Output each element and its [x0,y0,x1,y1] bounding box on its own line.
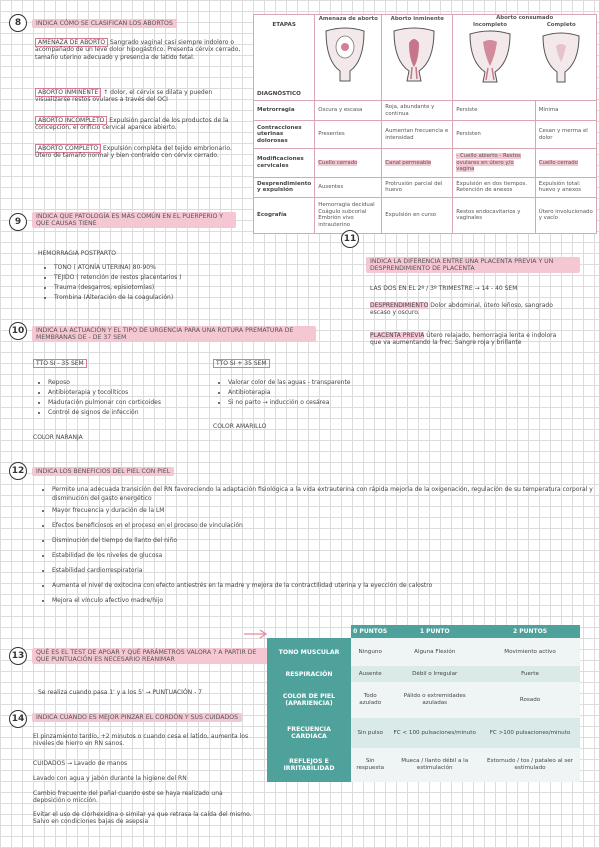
section-14-title: INDICA CUANDO ES MEJOR PINZAR EL CORDÓN Y SUS CUIDADOS [32,713,242,722]
apgar-cell: Estornudo / tos / pataleo al ser estimulado [480,748,580,782]
list-item: • Mayor frecuencia y duración de la LM [52,506,597,516]
cell-highlight: Cuello cerrado [318,159,358,166]
apgar-cell: Todo azulado [351,682,389,718]
header-completo-label: Completo [546,21,576,28]
cell: Restos endocavitarios y vaginales [453,197,536,233]
abortion-type-1-text: Sangrado vaginal casi siempre indoloro o acompañado de un leve dolor hipogástrico. Presenta cérvix cerrado, tamaño uterino adecuado y presencia de latido fetal. [35,39,241,61]
list-item: • Antibioterapia y tocolíticos [48,388,218,398]
section-number-9: 9 [9,213,27,231]
apgar-cell: Débil o Irregular [389,666,480,682]
cell-highlight: - Cuello abierto - Restos ovulares en útero y/o vagina [456,153,521,173]
section-12-list [40,486,597,606]
section-10-a-list [36,378,218,418]
abortion-type-3-text: Expulsión parcial de los productos de la concepción, el orificio cervical aparece abierto. [35,117,229,132]
section-9-subtitle: HEMORRAGIA POSTPARTO [38,250,116,257]
uterus-imminent-icon [385,23,443,83]
apgar-cell: Alguna Flexión [389,638,480,666]
cell: Protrusión parcial del huevo [382,177,453,197]
cell: Oscura y escasa [315,101,382,121]
apgar-row-reflejos: REFLEJOS E IRRITABILIDAD [267,748,351,782]
cell: Expulsión total: huevo y anexos [535,177,596,197]
abortion-type-4 [35,145,243,160]
list-item: • TONO ( ATONÍA UTERINA) 80-90% [54,263,284,273]
list-item: • Reposo [48,378,218,388]
desprendimiento-text: Dolor abdominal, útero leñoso, sangrado escaso y oscuro. [370,302,553,317]
apgar-col-0: 0 PUNTOS [351,625,389,638]
cell: Hemorragia decidual Coágulo subcorial Embrión vivo intrauterino [315,197,382,233]
section-number-10: 10 [9,322,27,340]
cell: Presentes [315,121,382,149]
cell: Expulsión en curso [382,197,453,233]
list-item: • Control de signos de infección [48,408,218,418]
row-label-metrorragia: Metrorragia [254,101,315,121]
cell: Mínima [535,101,596,121]
section-10-a-head [33,360,87,367]
section-14-p4: Cambio frecuente del pañal cuando este se haya realizado una deposición o micción. [33,790,223,805]
cell [382,149,453,177]
cell: Persiste [453,101,536,121]
section-number-8: 8 [9,14,27,32]
apgar-col-1: 1 PUNTO [389,625,480,638]
placenta-previa-label: PLACENTA PREVIA [370,332,425,339]
apgar-table [267,625,580,782]
section-14-p1: El pinzamiento tardío, +2 minutos o cuando cesa el latido, aumenta los niveles de hierro en RN sanos. [33,733,249,748]
apgar-cell: FC < 100 pulsaciones/minuto [389,718,480,748]
list-item: • TEJIDO ( retención de restos placentarios ) [54,273,284,283]
list-item: • Trauma (desgarros, episiotomías) [54,283,284,293]
uterus-threatened-icon [318,23,372,83]
apgar-row-respiracion: RESPIRACIÓN [267,666,351,682]
section-10-b-color: COLOR AMARILLO [213,423,267,430]
header-consumado [453,15,597,101]
abortion-type-1 [35,39,243,61]
header-incompleto [461,22,519,85]
header-inminente-label: Aborto inminente [390,16,444,22]
header-amenaza-label: Amenaza de aborto [318,16,378,22]
row-label-desprendimiento: Desprendimiento y expulsión [254,177,315,197]
list-item: • Antibioterapia [228,388,428,398]
cell [535,149,596,177]
apgar-cell: Ausente [351,666,389,682]
tto-minus-35-label: TTO SI - 35 SEM [33,359,87,368]
list-item: • Permite una adecuada transición del RN favoreciendo la adaptación fisiológica a la vida extrauterina con rápida mejoría de la oxigenación, regulación de su temperatura corporal y disminución del gasto energético [52,486,597,503]
section-number-11: 11 [341,230,359,248]
abortion-type-4-label: ABORTO COMPLETO [35,144,101,153]
cell [315,149,382,177]
abortion-type-3-label: ABORTO INCOMPLETO [35,116,107,125]
section-9-list [42,263,284,303]
section-11-line-1: LAS DOS EN EL 2º / 3º TRIMESTRE → 14 - 40 SEM [370,285,518,292]
apgar-cell: Sin pulso [351,718,389,748]
abortion-stages-table [253,14,597,234]
header-etapas: ETAPAS [272,22,296,28]
placenta-previa-text: Útero relajado, hemorragia lenta e indolora que va aumentando la frec. Sangre roja y brillante [370,332,557,347]
apgar-cell: Rosado [480,682,580,718]
abortion-type-2 [35,89,243,104]
table-corner [254,15,315,101]
list-item: • Trombina (Alteración de la coagulación) [54,293,284,303]
abortion-type-3 [35,117,243,132]
abortion-stages-table-wrap [253,14,597,234]
apgar-col-2: 2 PUNTOS [480,625,580,638]
section-9-title: INDICA QUE PATOLOGÍA ES MÁS COMÚN EN EL PUERPERIO Y QUE CAUSAS TIENE [32,212,236,228]
cell: Expulsión en dos tiempos. Retención de anexos [453,177,536,197]
uterus-complete-icon [534,28,588,84]
cell: Ausentes [315,177,382,197]
cell: Persisten [453,121,536,149]
section-number-12: 12 [9,462,27,480]
header-incompleto-label: Incompleto [472,21,507,28]
apgar-cell: Pálido o extremidades azuladas [389,682,480,718]
list-item: • Disminución del tiempo de llanto del niño [52,536,597,546]
arrow-right-icon [243,628,269,640]
section-14-p2: CUIDADOS → Lavado de manos [33,760,128,767]
header-consumado-label: Aborto consumado [496,15,554,21]
row-label-ecografia: Ecografía [254,197,315,233]
header-diagnostico: DIAGNÓSTICO [257,90,301,97]
list-item: • Mejora el vínculo afectivo madre/hijo [52,596,597,606]
section-number-14: 14 [9,710,27,728]
row-label-contracciones: Contracciones uterinas dolorosas [254,121,315,149]
apgar-cell: Movimiento activo [480,638,580,666]
apgar-row-color: COLOR DE PIEL (APARIENCIA) [267,682,351,718]
section-10-title: INDICA LA ACTUACIÓN Y EL TIPO DE URGENCIA PARA UNA ROTURA PREMATURA DE MEMBRANAS DE - DE 37 SEM [32,326,316,342]
section-number-13: 13 [9,647,27,665]
abortion-type-1-label: AMENAZA DE ABORTO [35,38,108,47]
section-13-title: QUÉ ES EL TEST DE APGAR Y QUÉ PARÁMETROS VALORA ? A PARTIR DE QUE PUNTUACIÓN ES NECESARIO REANIMAR [32,648,268,664]
cell-highlight: Canal permeable [385,159,432,166]
section-10-b-head [213,360,270,367]
apgar-row-tono: TONO MUSCULAR [267,638,351,666]
section-12-title: INDICA LOS BENEFICIOS DEL PIEL CON PIEL [32,467,174,476]
abortion-type-2-label: ABORTO INMINENTE [35,88,101,97]
section-14-p5: Evitar el uso de clorhexidina o similar ya que retrasa la caída del mismo. Salvo en condiciones bajas de asepsia [33,811,252,826]
cell: Aumentan frecuencia e intensidad [382,121,453,149]
cell: Cesan y merma el dolor [535,121,596,149]
section-11-title: INDICA LA DIFERENCIA ENTRE UNA PLACENTA PREVIA Y UN DESPRENDIMIENTO DE PLACENTA [366,257,580,273]
apgar-table-wrap [267,625,580,782]
abortion-type-4-text: Expulsión completa del tejido embrionario. Útero de tamaño normal y bien contraído con cérvix cerrado. [35,145,232,160]
header-completo [534,22,588,85]
list-item: • Valorar color de las aguas - transparente [228,378,428,388]
abortion-type-2-text: ↑ dolor, el cérvix se dilata y pueden visualizarse restos ovulares a través del OCI [35,89,213,104]
section-8-title: INDICA CÓMO SE CLASIFICAN LOS ABORTOS [32,19,177,28]
section-10-a-color: COLOR NARANJA [33,434,83,441]
apgar-row-frecuencia: FRECUENCIA CARDIACA [267,718,351,748]
desprendimiento-label: DESPRENDIMIENTO [370,302,429,309]
list-item: • Efectos beneficiosos en el proceso en el proceso de vinculación [52,521,597,531]
row-label-modificaciones: Modificaciones cervicales [254,149,315,177]
apgar-cell: FC >100 pulsaciones/minuto [480,718,580,748]
apgar-cell: Mueca / llanto débil a la estimulación [389,748,480,782]
section-14-p3: Lavado con agua y jabón durante la higiene del RN [33,775,187,782]
cell [453,149,536,177]
header-amenaza [315,15,382,101]
uterus-incomplete-icon [461,28,519,84]
cell-highlight: Cuello cerrado [538,159,578,166]
apgar-cell: Sin respuesta [351,748,389,782]
section-11-desprendimiento [370,302,566,317]
apgar-cell: Ninguno [351,638,389,666]
apgar-corner [267,625,351,638]
section-10-b-list [216,378,428,408]
section-13-text: Se realiza cuando pasa 1' y a los 5' → PUNTUACIÓN - 7 [38,689,202,696]
cell: Roja, abundante y continua [382,101,453,121]
list-item: • Estabilidad de los niveles de glucosa [52,551,597,561]
list-item: • Estabilidad cardiorrespiratoria [52,566,597,576]
list-item: • Si no parto → inducción o cesárea [228,398,428,408]
header-inminente [382,15,453,101]
cell: Útero involucionado y vacío [535,197,596,233]
apgar-cell: Fuerte [480,666,580,682]
tto-plus-35-label: TTO SI + 35 SEM [213,359,270,368]
list-item: • Aumenta el nivel de oxitocina con efecto antiestrés en la madre y mejora de la contractilidad uterina y la eyección de calostro [52,581,597,591]
section-11-placenta-previa [370,332,566,347]
list-item: • Maduración pulmonar con corticoides [48,398,218,408]
